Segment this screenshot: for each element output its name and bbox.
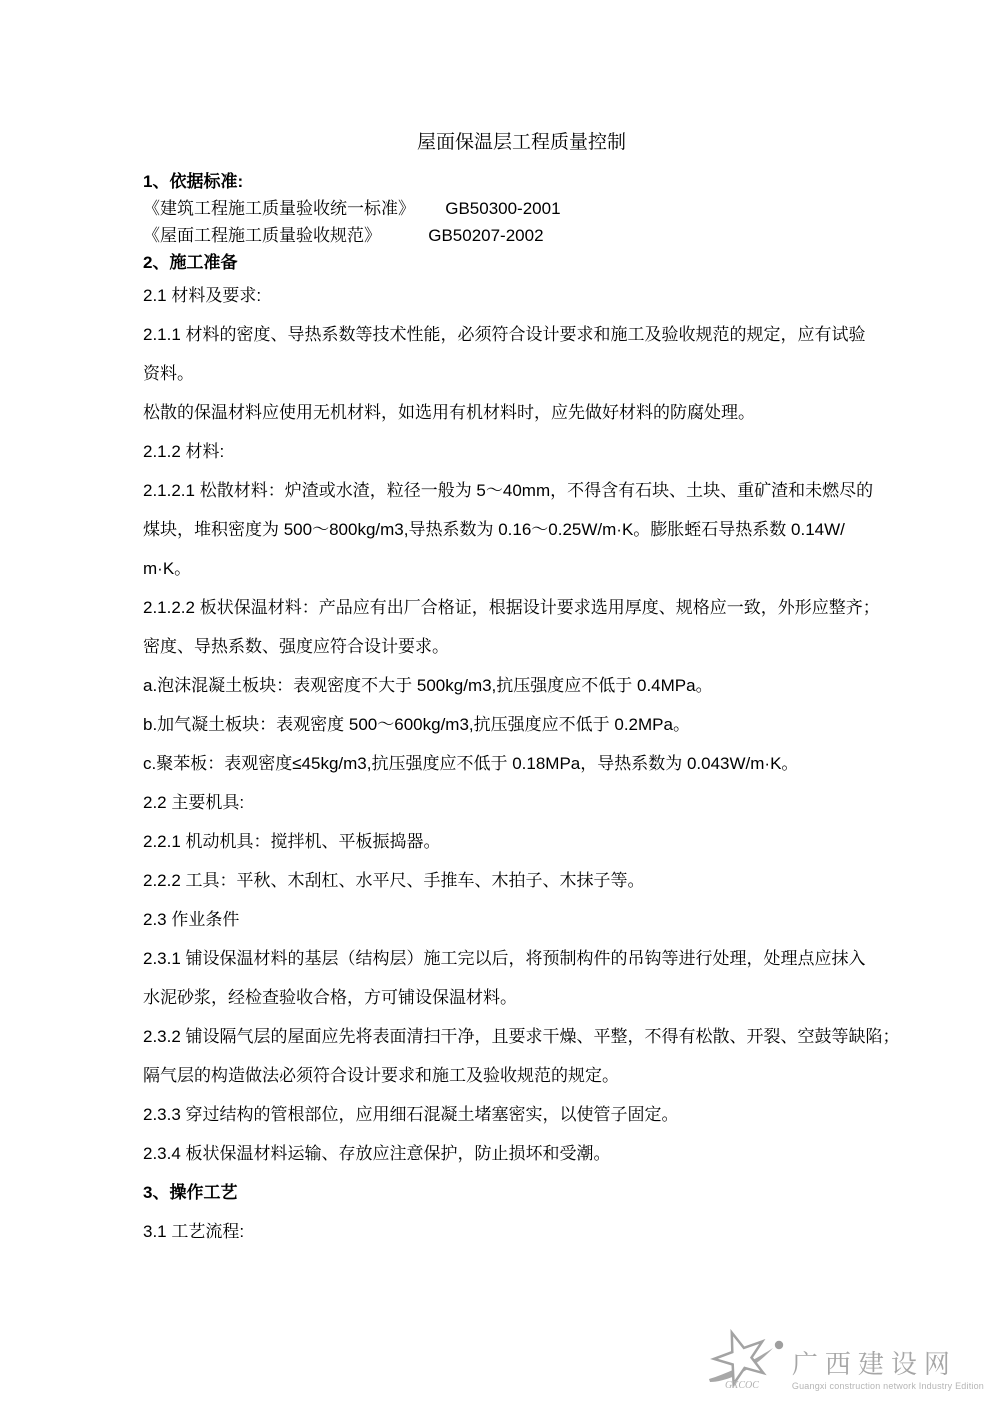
doc-line: c.聚苯板：表观密度≤45kg/m3,抗压强度应不低于 0.18MPa，导热系数为 0.043W/m·K。 [143,754,799,773]
doc-line: a.泡沫混凝土板块：表观密度不大于 500kg/m3,抗压强度应不低于 0.4MPa。 [143,676,713,695]
doc-line: 3、操作工艺 [143,1183,238,1202]
doc-line: 2.2 主要机具: [143,793,245,812]
star-logo-icon [709,1325,787,1393]
doc-line: b.加气凝土板块：表观密度 500～600kg/m3,抗压强度应不低于 0.2MPa。 [143,715,690,734]
doc-line: 2.1 材料及要求: [143,286,262,305]
doc-line: 2.2.1 机动机具：搅拌机、平板振捣器。 [143,832,441,851]
doc-line: m·K。 [143,559,192,578]
doc-line: 资料。 [143,364,194,383]
doc-line: 2、施工准备 [143,253,238,272]
doc-line: 2.3 作业条件 [143,910,240,929]
doc-line: 《建筑工程施工质量验收统一标准》 GB50300-2001 [143,199,561,218]
watermark [709,1325,984,1393]
watermark-text [792,1349,984,1393]
logo-script-text: GXCOC [724,1380,759,1391]
logo-dot-icon [775,1341,783,1349]
document-body [143,0,900,1251]
doc-line: 3.1 工艺流程: [143,1222,245,1241]
doc-line: 2.3.4 板状保温材料运输、存放应注意保护，防止损坏和受潮。 [143,1144,611,1163]
watermark-site-name: 广西建设网 [791,1349,957,1379]
doc-line: 2.3.3 穿过结构的管根部位，应用细石混凝土堵塞密实，以使管子固定。 [143,1105,679,1124]
doc-line: 2.1.2.2 板状保温材料：产品应有出厂合格证，根据设计要求选用厚度、规格应一致，外形应整齐； [143,598,880,617]
doc-line: 2.1.2 材料: [143,442,225,461]
watermark-tagline: Guangxi construction network Industry Edition [791,1381,984,1391]
doc-line: 2.1.1 材料的密度、导热系数等技术性能，必须符合设计要求和施工及验收规范的规定，应有试验 [143,325,866,344]
doc-line: 隔气层的构造做法必须符合设计要求和施工及验收规范的规定。 [143,1066,619,1085]
doc-line: 《屋面工程施工质量验收规范》 GB50207-2002 [143,226,544,245]
doc-line: 水泥砂浆，经检查验收合格，方可铺设保温材料。 [143,988,517,1007]
doc-line: 2.3.1 铺设保温材料的基层（结构层）施工完以后，将预制构件的吊钩等进行处理，处理点应抹入 [143,949,866,968]
doc-line: 密度、导热系数、强度应符合设计要求。 [143,637,449,656]
doc-line: 2.2.2 工具：平秋、木刮杠、水平尺、手推车、木拍子、木抹子等。 [143,871,645,890]
doc-line: 煤块，堆积密度为 500～800kg/m3,导热系数为 0.16～0.25W/m·K。膨胀蛭石导热系数 0.14W/ [143,520,845,539]
doc-line: 2.1.2.1 松散材料：炉渣或水渣，粒径一般为 5～40mm，不得含有石块、土块、重矿渣和未燃尽的 [143,481,874,500]
doc-line: 2.3.2 铺设隔气层的屋面应先将表面清扫干净，且要求干燥、平整，不得有松散、开裂、空鼓等缺陷； [143,1027,900,1046]
doc-line: 1、依据标准: [143,172,244,191]
document-title: 屋面保温层工程质量控制 [416,132,626,153]
doc-line: 松散的保温材料应使用无机材料，如选用有机材料时，应先做好材料的防腐处理。 [143,403,755,422]
